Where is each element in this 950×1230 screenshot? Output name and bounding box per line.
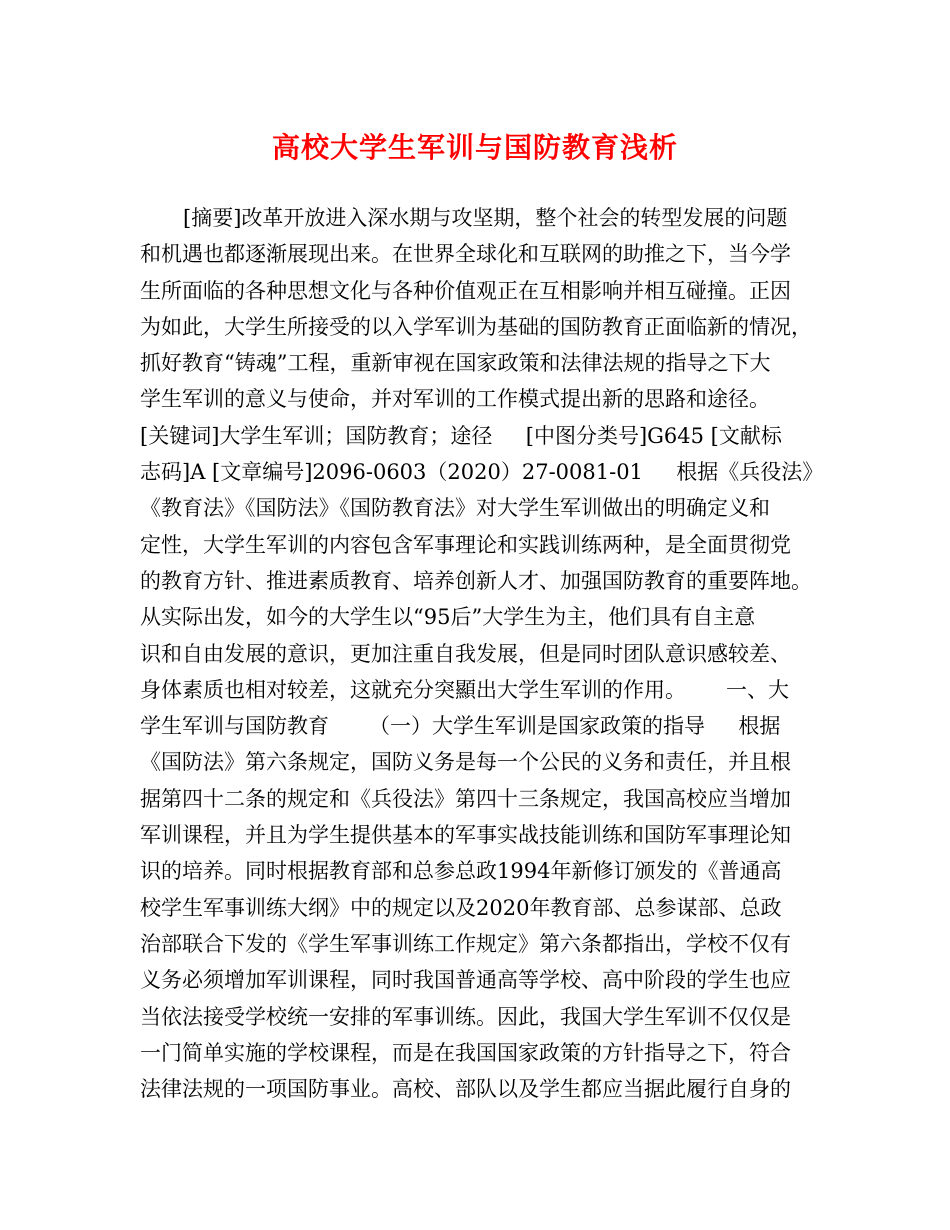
body-line: 校学生军事训练大纲》中的规定以及2020年教育部、总参谋部、总政 [140,895,782,920]
body-line: 一门简单实施的学校课程，而是在我国国家政策的方针指导之下，符合 [140,1040,791,1065]
body-line: 法律法规的一项国防事业。高校、部队以及学生都应当据此履行自身的 [140,1077,791,1102]
body-line: 据第四十二条的规定和《兵役法》第四十三条规定，我国高校应当增加 [140,786,791,811]
body-line: 识和自由发展的意识，更加注重自我发展，但是同时团队意识感较差、 [140,641,791,666]
body-line: 定性，大学生军训的内容包含军事理论和实践训练两种，是全面贯彻党 [140,532,791,557]
body-line: [摘要]改革开放进入深水期与攻坚期，整个社会的转型发展的问题 [183,206,788,230]
body-line: 生所面临的各种思想文化与各种价值观正在互相影响并相互碰撞。正因 [140,278,791,303]
body-line: 军训课程，并且为学生提供基本的军事实战技能训练和国防军事理论知 [140,823,791,848]
document-body [140,200,824,1107]
body-line: 学生军训的意义与使命，并对军训的工作模式提出新的思路和途径。 [140,387,770,412]
body-line: 和机遇也都逐渐展现出来。在世界全球化和互联网的助推之下，当今学 [140,242,791,267]
body-line: 治部联合下发的《学生军事训练工作规定》第六条都指出，学校不仅有 [140,931,791,956]
body-line: 从实际出发，如今的大学生以“95后”大学生为主，他们具有自主意 [140,605,756,630]
body-line: 《国防法》第六条规定，国防义务是每一个公民的义务和责任，并且根 [140,750,791,775]
body-line: 抓好教育“铸魂”工程，重新审视在国家政策和法律法规的指导之下大 [140,351,771,376]
body-line: 《教育法》《国防法》《国防教育法》对大学生军训做出的明确定义和 [140,496,770,521]
body-line: 当依法接受学校统一安排的军事训练。因此，我国大学生军训不仅仅是 [140,1004,791,1029]
body-line: 志码]A [文章编号]2096-0603（2020）27-0081-01 根据《兵役法》 [140,460,824,485]
body-line: 识的培养。同时根据教育部和总参总政1994年新修订颁发的《普通高 [140,859,782,884]
document-title: 高校大学生军训与国防教育浅析 [271,131,678,164]
body-line: 的教育方针、推进素质教育、培养创新人才、加强国防教育的重要阵地。 [140,568,812,593]
body-line: 学生军训与国防教育 （一）大学生军训是国家政策的指导 根据 [140,714,781,739]
body-line: 义务必须增加军训课程，同时我国普通高等学校、高中阶段的学生也应 [140,968,791,993]
body-line: 身体素质也相对较差，这就充分突顯出大学生军训的作用。 一、大 [140,677,790,702]
body-line: [关键词]大学生军训；国防教育；途径 [中图分类号]G645 [文献标 [140,423,782,448]
body-line: 为如此，大学生所接受的以入学军训为基础的国防教育正面临新的情况， [140,314,812,339]
